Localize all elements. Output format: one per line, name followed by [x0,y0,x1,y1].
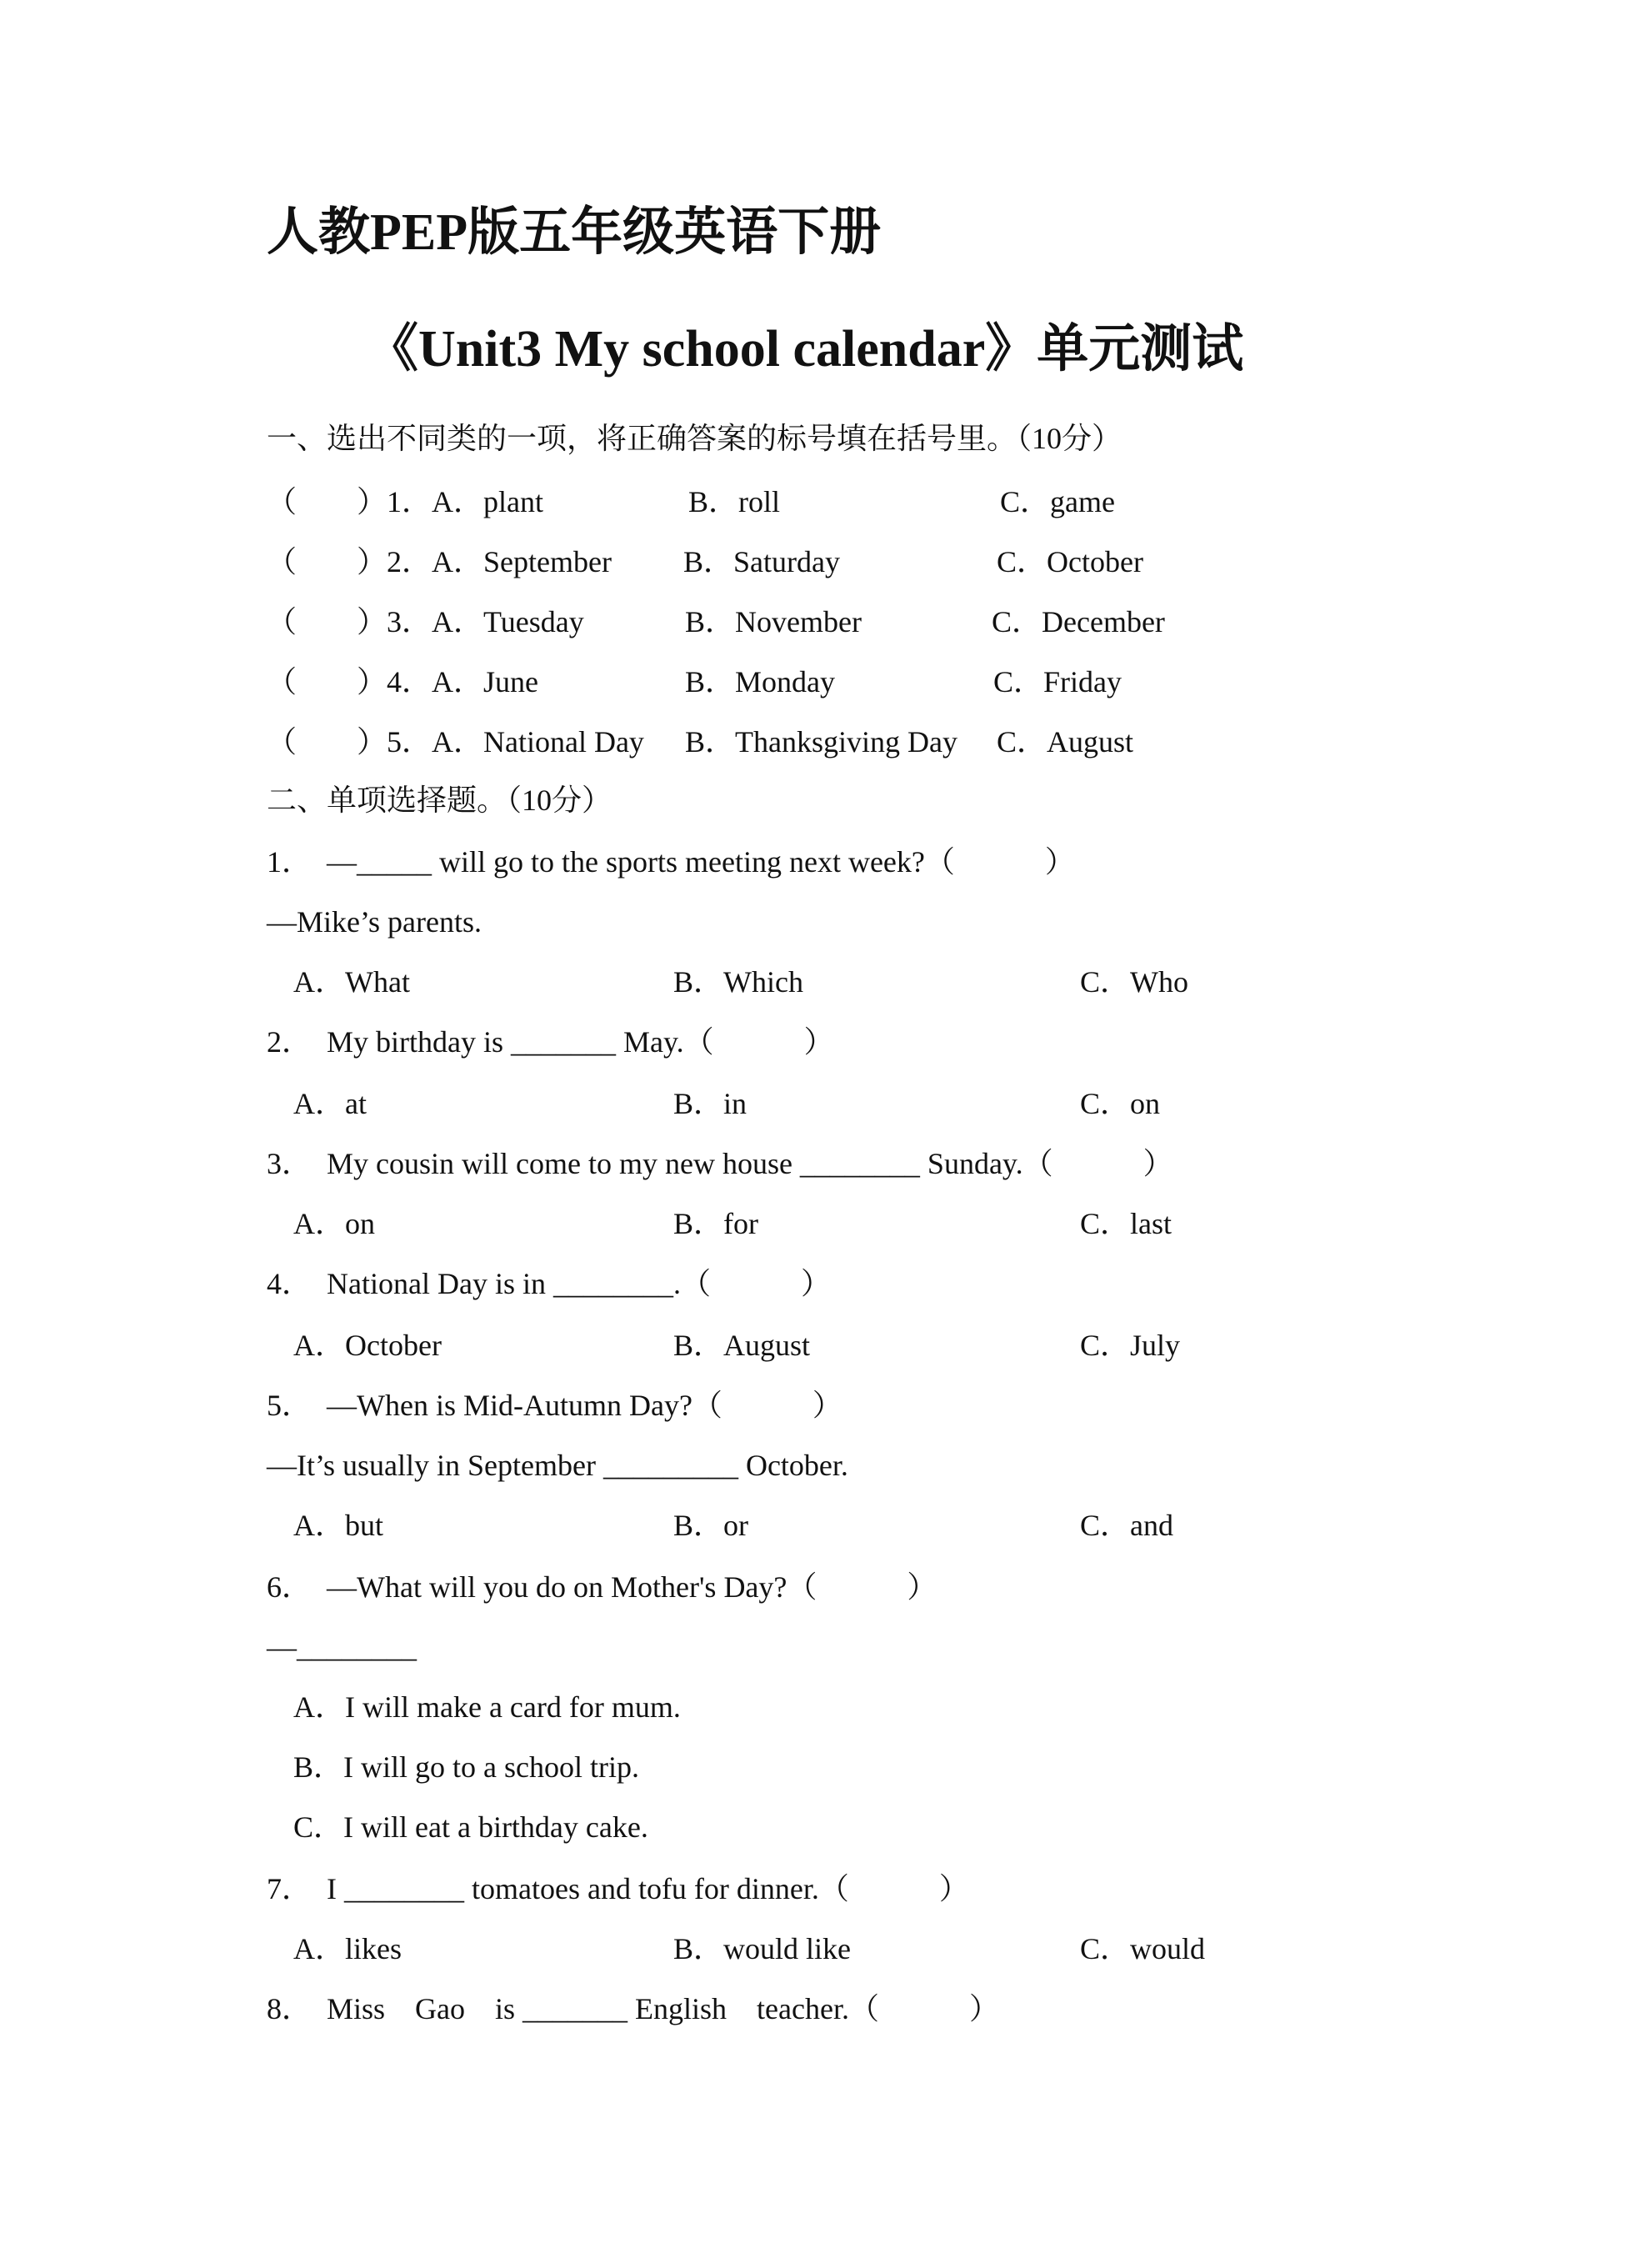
section1-item-4-a: （ ）4．A．June [267,665,538,698]
question-5: 5． —When is Mid-Autumn Day?（ ） [267,1389,842,1422]
question-5-option-b: B．or [673,1509,749,1542]
question-6-reply: —________ [267,1630,417,1664]
question-2-option-a: A．at [293,1087,367,1120]
question-8: 8． Miss Gao is _______ English teacher.（ ） [267,1992,999,2025]
question-4-option-b: B．August [673,1329,811,1362]
question-1: 1． —_____ will go to the sports meeting next week?（ ） [267,845,1075,879]
section1-item-1-a: （ ）1．A．plant [267,485,543,518]
section1-item-1-b: B．roll [688,485,781,518]
title-line-2: 《Unit3 My school calendar》单元测试 [367,321,1244,378]
question-6-option-a: A．I will make a card for mum. [293,1690,681,1724]
question-6: 6． —What will you do on Mother's Day?（ ） [267,1570,938,1604]
section1-item-4-c: C．Friday [993,665,1122,698]
section1-item-3-a: （ ）3．A．Tuesday [267,605,584,638]
question-1-option-a: A．What [293,965,410,999]
question-6-option-c: C．I will eat a birthday cake. [293,1810,648,1844]
section1-item-2-c: C．October [997,545,1143,578]
question-3-option-c: C．last [1080,1207,1172,1240]
question-5-reply: —It’s usually in September _________ October. [267,1449,848,1482]
section1-item-5-b: B．Thanksgiving Day [685,725,958,759]
question-4-option-a: A．October [293,1329,442,1362]
question-7-option-a: A．likes [293,1932,402,1965]
question-1-option-b: B．Which [673,965,803,999]
section1-item-5-c: C．August [997,725,1134,759]
section1-item-4-b: B．Monday [685,665,836,698]
question-4-option-c: C．July [1080,1329,1181,1362]
question-3: 3． My cousin will come to my new house ________ Sunday.（ ） [267,1147,1173,1180]
section1-item-2-a: （ ）2．A．September [267,545,612,578]
question-1-reply: —Mike’s parents. [267,905,482,939]
question-2: 2． My birthday is _______ May.（ ） [267,1025,834,1059]
section1-item-3-b: B．November [685,605,862,638]
question-2-option-b: B．in [673,1087,748,1120]
question-5-option-a: A．but [293,1509,384,1542]
section1-item-1-c: C．game [1000,485,1115,518]
question-5-option-c: C．and [1080,1509,1173,1542]
question-6-option-b: B．I will go to a school trip. [293,1750,639,1784]
question-4: 4． National Day is in ________.（ ） [267,1267,831,1300]
question-3-option-a: A．on [293,1207,375,1240]
question-7: 7． I ________ tomatoes and tofu for dinner.（ ） [267,1872,969,1905]
question-7-option-b: B．would like [673,1932,851,1965]
section1-heading: 一、选出不同类的一项，将正确答案的标号填在括号里。（10分） [267,422,1122,455]
question-7-option-c: C．would [1080,1932,1206,1965]
question-3-option-b: B．for [673,1207,758,1240]
section1-item-5-a: （ ）5．A．National Day [267,725,644,759]
section1-item-2-b: B．Saturday [683,545,840,578]
section1-item-3-c: C．December [992,605,1165,638]
question-2-option-c: C．on [1080,1087,1161,1120]
section2-heading: 二、单项选择题。（10分） [267,784,612,817]
title-line-1: 人教PEP版五年级英语下册 [267,204,882,261]
question-1-option-c: C．Who [1080,965,1188,999]
